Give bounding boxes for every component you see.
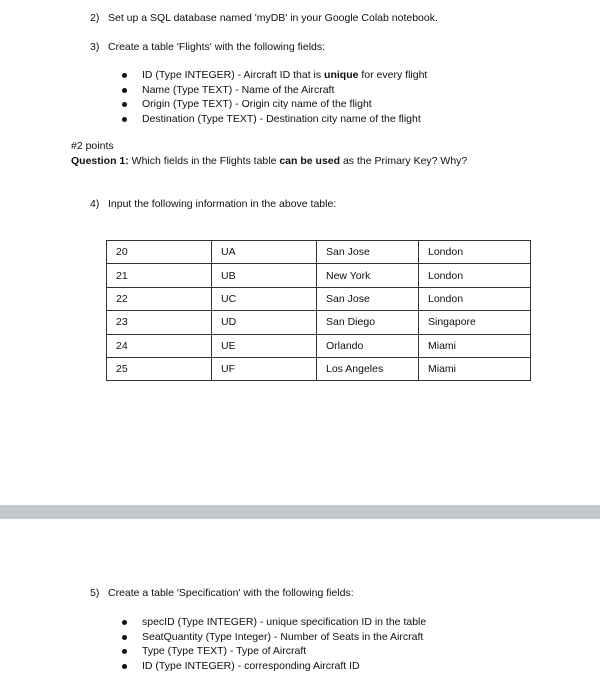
step-3-text: Create a table 'Flights' with the following fields: [108, 41, 326, 53]
step-2-number: 2) [90, 12, 100, 24]
table-cell: UF [212, 357, 317, 380]
table-cell: London [419, 287, 531, 310]
document-page-2 [0, 519, 600, 700]
table-cell: Miami [419, 334, 531, 357]
table-cell: 25 [107, 357, 212, 380]
table-cell: UA [212, 241, 317, 264]
table-row [107, 287, 531, 310]
specification-field-list [120, 615, 426, 673]
step-5-number: 5) [90, 587, 100, 599]
table-cell: 23 [107, 311, 212, 334]
table-cell: San Diego [317, 311, 419, 334]
step-2 [90, 12, 438, 24]
table-row [107, 264, 531, 287]
table-cell: London [419, 264, 531, 287]
points-label: #2 points [71, 140, 114, 152]
question-1: Question 1: Which fields in the Flights table can be used as the Primary Key? Why? [71, 155, 468, 167]
table-cell: UC [212, 287, 317, 310]
step-3 [90, 41, 325, 53]
table-cell: 21 [107, 264, 212, 287]
table-cell: Singapore [419, 311, 531, 334]
step-5 [90, 587, 354, 599]
field-item: SeatQuantity (Type Integer) - Number of Seats in the Aircraft [120, 630, 426, 645]
table-row [107, 334, 531, 357]
table-cell: UB [212, 264, 317, 287]
flights-data-table [106, 240, 531, 381]
step-4-text: Input the following information in the above table: [108, 198, 337, 210]
table-row [107, 311, 531, 334]
table-row [107, 357, 531, 380]
table-cell: New York [317, 264, 419, 287]
table-cell: 20 [107, 241, 212, 264]
table-cell: San Jose [317, 241, 419, 264]
step-3-number: 3) [90, 41, 100, 53]
flights-field-list [120, 68, 427, 126]
field-item: specID (Type INTEGER) - unique specification ID in the table [120, 615, 426, 630]
field-item: Name (Type TEXT) - Name of the Aircraft [120, 83, 427, 98]
table-cell: UE [212, 334, 317, 357]
table-row [107, 241, 531, 264]
question-1-label: Question 1: [71, 155, 129, 167]
field-item: Type (Type TEXT) - Type of Aircraft [120, 644, 426, 659]
table-cell: 24 [107, 334, 212, 357]
table-cell: Los Angeles [317, 357, 419, 380]
step-4-number: 4) [90, 198, 100, 210]
field-item: ID (Type INTEGER) - Aircraft ID that is unique for every flight [120, 68, 427, 83]
page-separator [0, 505, 600, 519]
step-4 [90, 198, 336, 210]
table-cell: 22 [107, 287, 212, 310]
step-5-text: Create a table 'Specification' with the following fields: [108, 587, 354, 599]
field-item: Destination (Type TEXT) - Destination city name of the flight [120, 112, 427, 127]
field-item: ID (Type INTEGER) - corresponding Aircraft ID [120, 659, 426, 674]
table-cell: Miami [419, 357, 531, 380]
table-cell: UD [212, 311, 317, 334]
table-cell: San Jose [317, 287, 419, 310]
table-cell: Orlando [317, 334, 419, 357]
field-item: Origin (Type TEXT) - Origin city name of the flight [120, 97, 427, 112]
step-2-text: Set up a SQL database named 'myDB' in your Google Colab notebook. [108, 12, 438, 24]
table-cell: London [419, 241, 531, 264]
